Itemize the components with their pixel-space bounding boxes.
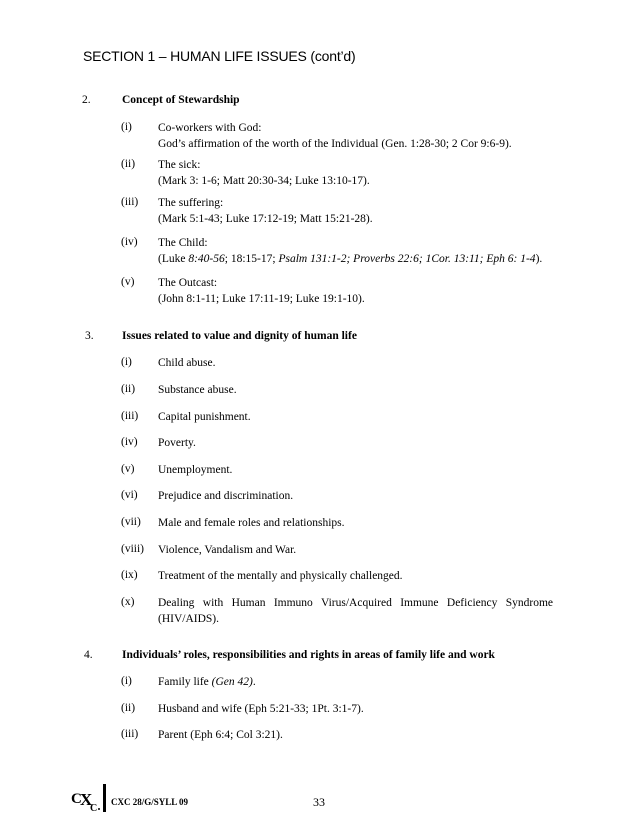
s2-item-1-line2: God’s affirmation of the worth of the Individual (Gen. 1:28-30; 2 Cor 9:6-9).	[158, 138, 512, 150]
s2-item-5-numeral: (v)	[121, 276, 135, 288]
s3-item-10	[158, 595, 553, 627]
footer-divider	[103, 784, 106, 812]
s3-item-4-numeral: (iv)	[121, 436, 138, 448]
s3-item-8-numeral: (viii)	[121, 543, 144, 555]
cxc-logo	[71, 786, 101, 812]
s2-item-2-line1: The sick:	[158, 159, 201, 171]
s3-item-9: Treatment of the mentally and physically challenged.	[158, 570, 403, 582]
s4-item-3-numeral: (iii)	[121, 728, 139, 740]
s3-item-1: Child abuse.	[158, 357, 216, 369]
s2-item-5-line2: (John 8:1-11; Luke 17:11-19; Luke 19:1-10).	[158, 293, 365, 305]
section-4-number: 4.	[84, 649, 93, 661]
s2-item-4-line2	[158, 251, 542, 267]
s2-item-3	[158, 195, 373, 227]
svg-text:C: C	[90, 803, 98, 812]
s2-item-1-line1: Co-workers with God:	[158, 122, 262, 134]
s2-item-4-ref-b: 8:40-56	[188, 253, 225, 265]
s4-item-1-text-c: .	[252, 676, 256, 688]
section-2-number: 2.	[82, 94, 91, 106]
s2-item-3-line1: The suffering:	[158, 197, 224, 209]
s2-item-1	[158, 120, 512, 152]
s3-item-7-numeral: (vii)	[121, 516, 141, 528]
s2-item-4-ref-a: (Luke	[158, 253, 189, 265]
s2-item-4-numeral: (iv)	[121, 236, 138, 248]
s2-item-4	[158, 235, 542, 267]
section-3-number: 3.	[85, 330, 94, 342]
section-2-heading: Concept of Stewardship	[122, 94, 240, 106]
s3-item-10-line2: (HIV/AIDS).	[158, 613, 220, 625]
section-3-heading: Issues related to value and dignity of human life	[122, 330, 357, 342]
s3-item-8: Violence, Vandalism and War.	[158, 544, 297, 556]
s2-item-5	[158, 275, 365, 307]
s4-item-2: Husband and wife (Eph 5:21-33; 1Pt. 3:1-7).	[158, 703, 364, 715]
s4-item-3: Parent (Eph 6:4; Col 3:21).	[158, 729, 283, 741]
s4-item-1	[158, 674, 256, 690]
s4-item-2-numeral: (ii)	[121, 702, 136, 714]
s4-item-1-text-a: Family life	[158, 676, 212, 688]
s3-item-2-numeral: (ii)	[121, 383, 136, 395]
s2-item-2-line2: (Mark 3: 1-6; Matt 20:30-34; Luke 13:10-17).	[158, 175, 370, 187]
s3-item-10-line1: Dealing with Human Immuno Virus/Acquired Immune Deficiency Syndrome	[158, 597, 553, 609]
s3-item-3: Capital punishment.	[158, 411, 251, 423]
s3-item-5: Unemployment.	[158, 464, 233, 476]
s2-item-1-numeral: (i)	[121, 121, 132, 133]
footer-syllabus-code: CXC 28/G/SYLL 09	[111, 797, 189, 807]
s2-item-3-line2: (Mark 5:1-43; Luke 17:12-19; Matt 15:21-28).	[158, 213, 373, 225]
s2-item-4-ref-c: ; 18:15-17;	[224, 253, 279, 265]
s3-item-7: Male and female roles and relationships.	[158, 517, 345, 529]
s3-item-6: Prejudice and discrimination.	[158, 490, 294, 502]
s2-item-5-line1: The Outcast:	[158, 277, 218, 289]
s3-item-1-numeral: (i)	[121, 356, 132, 368]
svg-text:C: C	[71, 791, 82, 807]
s2-item-2	[158, 157, 370, 189]
s4-item-1-numeral: (i)	[121, 675, 132, 687]
svg-text:X: X	[80, 790, 93, 809]
s3-item-10-numeral: (x)	[121, 596, 135, 608]
s2-item-3-numeral: (iii)	[121, 196, 139, 208]
s3-item-5-numeral: (v)	[121, 463, 135, 475]
s2-item-4-ref-d: Psalm 131:1-2; Proverbs 22:6; 1Cor. 13:11; Eph 6: 1-4	[278, 253, 536, 265]
s3-item-3-numeral: (iii)	[121, 410, 139, 422]
s2-item-4-ref-e: ).	[535, 253, 543, 265]
page-number: 33	[313, 795, 325, 809]
s3-item-6-numeral: (vi)	[121, 489, 138, 501]
s2-item-2-numeral: (ii)	[121, 158, 136, 170]
s3-item-4: Poverty.	[158, 437, 196, 449]
s2-item-4-line1: The Child:	[158, 237, 208, 249]
s4-item-1-text-b: (Gen 42)	[211, 676, 253, 688]
s3-item-9-numeral: (ix)	[121, 569, 138, 581]
s3-item-2: Substance abuse.	[158, 384, 237, 396]
section-4-heading: Individuals’ roles, responsibilities and rights in areas of family life and work	[122, 649, 495, 661]
section-title: SECTION 1 – HUMAN LIFE ISSUES (cont’d)	[83, 48, 356, 64]
